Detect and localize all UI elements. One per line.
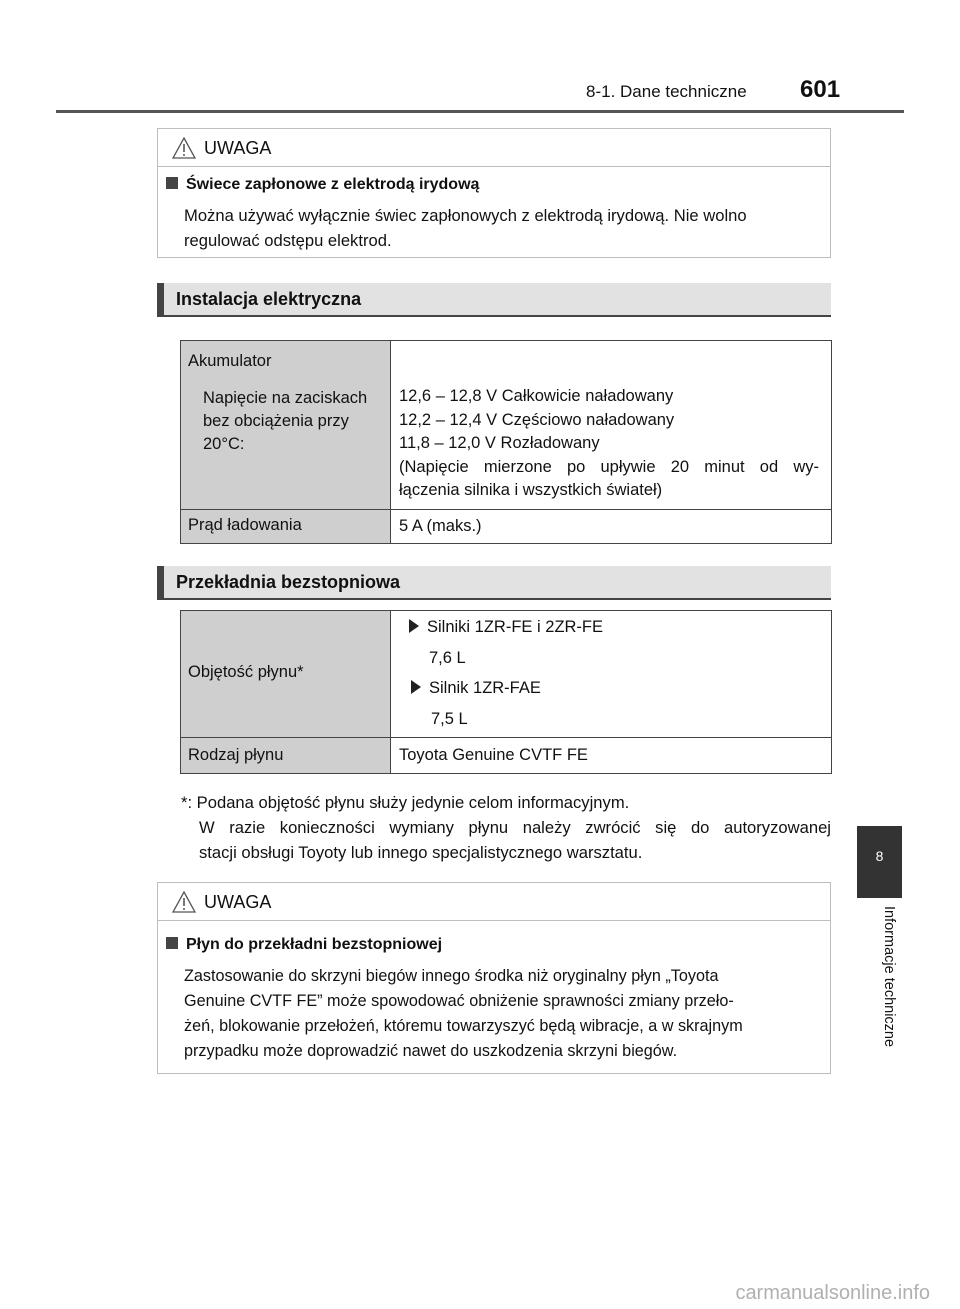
table-row [181,611,831,738]
row-label: Objętość płynu* [188,663,304,681]
bullet-square-icon [166,177,178,189]
caution-body-line: Można używać wyłącznie świec zapłonowych z elektrodą irydową. Nie wolno [184,206,747,225]
caution-title: UWAGA [204,892,272,912]
footnote-line: W razie konieczności wymiany płynu należy zwrócić się do autoryzowanej [199,818,831,837]
footnote-line: stacji obsługi Toyoty lub innego specjalistycznego warsztatu. [199,843,643,862]
header-rule [56,110,904,113]
caution-subtitle: Płyn do przekładni bezstopniowej [166,936,442,954]
caution-body [184,964,743,1064]
page-number: 601 [800,76,841,103]
warning-triangle-icon [172,891,196,913]
caution-box [157,882,831,1074]
bullet-square-icon [166,937,178,949]
caution-body [184,203,747,253]
section-title: Instalacja elektryczna [176,289,362,309]
caution-body-line: Genuine CVTF FE” może spowodować obniżenie sprawności zmiany przeło- [184,992,734,1010]
table-row [181,341,831,510]
warning-triangle-icon [172,137,196,159]
cvt-spec-table [180,610,832,774]
row-label-cell [181,510,391,543]
row-value: Toyota Genuine CVTF FE [399,746,588,764]
caution-body-line: regulować odstępu elektrod. [184,231,392,250]
electrical-spec-table [180,340,832,544]
engine-item: Silniki 1ZR-FE i 2ZR-FE [409,618,603,637]
chapter-tab [857,826,902,898]
row-label: Prąd ładowania [188,516,302,534]
caution-header [158,883,830,921]
row-label-cell [181,341,391,509]
chapter-label: Informacje techniczne [881,906,897,1048]
footnote-line: *: Podana objętość płynu służy jedynie celom informacyjnym. [181,793,630,812]
footnote [181,790,831,865]
arrow-bullet-icon [411,680,421,694]
caution-body-line: przypadku może doprowadzić nawet do uszkodzenia skrzyni biegów. [184,1042,678,1060]
row-value: 5 A (maks.) [399,517,482,535]
caution-box [157,128,831,258]
fluid-volume: 7,6 L [429,649,466,667]
section-header: 8-1. Dane techniczne [586,82,747,101]
fluid-volume: 7,5 L [431,710,468,728]
row-label-cell [181,738,391,773]
engine-item: Silnik 1ZR-FAE [411,679,541,698]
row-value: 12,6 – 12,8 V Całkowicie naładowany 12,2 – 12,4 V Częściowo naładowany 11,8 – 12,0 V Rozładowany (Napięcie mierzone po upływie 20 minut od wy- łączenia silnika i wszystkich świateł) [399,387,819,499]
section-heading-cvt [157,566,831,600]
row-value-cell [391,510,831,543]
row-value-cell [391,611,831,737]
watermark: carmanualsonline.info [735,1282,930,1304]
arrow-bullet-icon [409,619,419,633]
caution-body-line: Zastosowanie do skrzyni biegów innego środka niż oryginalny płyn „Toyota [184,967,719,985]
table-row [181,738,831,773]
caution-subtitle: Świece zapłonowe z elektrodą irydową [166,176,479,194]
row-label-cell [181,611,391,737]
chapter-number: 8 [875,848,884,864]
caution-title: UWAGA [204,138,272,158]
row-value-cell [391,738,831,773]
section-heading-electrical [157,283,831,317]
section-title: Przekładnia bezstopniowa [176,572,401,592]
caution-body-line: żeń, blokowanie przełożeń, któremu towarzyszyć będą wibracje, a w skrajnym [184,1017,743,1035]
chapter-label-wrap [877,906,897,1096]
table-row [181,510,831,543]
row-value-cell [391,341,831,509]
row-sublabel: Napięcie na zaciskach bez obciążenia przy 20°C: [203,389,368,453]
row-label: Rodzaj płynu [188,746,284,764]
row-label: Akumulator [188,352,272,370]
caution-header [158,129,830,167]
